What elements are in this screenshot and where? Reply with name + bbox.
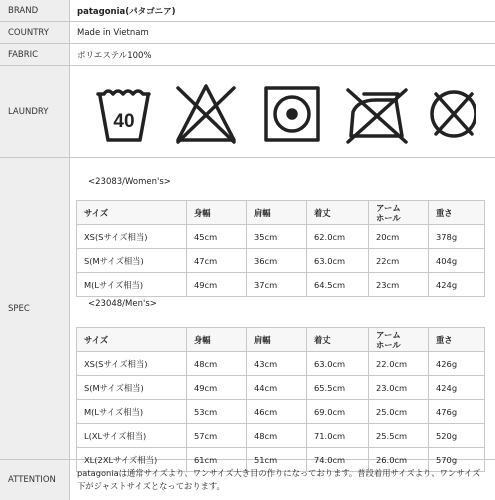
col-header: サイズ: [77, 201, 187, 225]
table-header-row: [77, 328, 485, 352]
table-cell: 53cm: [187, 400, 247, 424]
table-cell: 404g: [429, 249, 485, 273]
table-cell: 69.0cm: [307, 400, 369, 424]
table-cell: 71.0cm: [307, 424, 369, 448]
table-cell: 22cm: [369, 249, 429, 273]
no-iron-icon: [348, 90, 406, 142]
country-value: Made in Vietnam: [77, 27, 149, 38]
attention-row: [0, 460, 495, 500]
table-cell: XL(2XLサイズ相当): [77, 448, 187, 472]
table-cell: S(Mサイズ相当): [77, 249, 187, 273]
table-cell: 424g: [429, 273, 485, 297]
col-header: 身幅: [187, 201, 247, 225]
table-cell: 22.0cm: [369, 352, 429, 376]
table-cell: 44cm: [247, 376, 307, 400]
table-cell: 426g: [429, 352, 485, 376]
table-cell: 48cm: [187, 352, 247, 376]
fabric-label: FABRIC: [0, 44, 70, 65]
table-cell: 45cm: [187, 225, 247, 249]
fabric-value: ポリエステル100%: [77, 50, 152, 61]
col-header: 肩幅: [247, 328, 307, 352]
wash-40-icon: [98, 91, 149, 140]
table-cell: 61cm: [187, 448, 247, 472]
brand-value: patagonia(パタゴニア): [77, 6, 176, 17]
table-cell: 65.5cm: [307, 376, 369, 400]
table-cell: L(XLサイズ相当): [77, 424, 187, 448]
table-cell: 378g: [429, 225, 485, 249]
table-cell: XS(Sサイズ相当): [77, 352, 187, 376]
country-label: COUNTRY: [0, 22, 70, 43]
table-cell: 520g: [429, 424, 485, 448]
table-cell: M(Lサイズ相当): [77, 400, 187, 424]
table-cell: 36cm: [247, 249, 307, 273]
table-cell: 37cm: [247, 273, 307, 297]
brand-row: [0, 0, 495, 22]
laundry-symbols: [96, 82, 476, 148]
col-header: アーム ホール: [369, 328, 429, 352]
table-row: [77, 352, 485, 376]
table-cell: 49cm: [187, 376, 247, 400]
men-table-title: <23048/Men's>: [88, 299, 157, 309]
col-header: 着丈: [307, 328, 369, 352]
col-header: 着丈: [307, 201, 369, 225]
table-header-row: [77, 201, 485, 225]
table-row: [77, 273, 485, 297]
spec-label: SPEC: [0, 158, 70, 459]
table-cell: S(Mサイズ相当): [77, 376, 187, 400]
table-cell: 25.0cm: [369, 400, 429, 424]
table-cell: 48cm: [247, 424, 307, 448]
men-spec-table: [76, 327, 485, 472]
table-cell: 63.0cm: [307, 249, 369, 273]
table-cell: 51cm: [247, 448, 307, 472]
table-row: [77, 376, 485, 400]
attention-text: patagoniaは通常サイズより、ワンサイズ大き目の作りになっております。普段着用サイズより、ワンサイズ下がジャストサイズとなっております。: [77, 468, 481, 491]
table-cell: 26.0cm: [369, 448, 429, 472]
fabric-row: [0, 44, 495, 66]
laundry-label: LAUNDRY: [0, 66, 70, 157]
table-cell: 20cm: [369, 225, 429, 249]
table-row: [77, 400, 485, 424]
table-cell: 74.0cm: [307, 448, 369, 472]
table-row: [77, 424, 485, 448]
col-header: サイズ: [77, 328, 187, 352]
table-row: [77, 225, 485, 249]
table-cell: 424g: [429, 376, 485, 400]
table-cell: 57cm: [187, 424, 247, 448]
table-cell: 570g: [429, 448, 485, 472]
no-bleach-icon: [178, 86, 234, 142]
table-row: [77, 249, 485, 273]
table-cell: XS(Sサイズ相当): [77, 225, 187, 249]
table-cell: 23cm: [369, 273, 429, 297]
col-header: 身幅: [187, 328, 247, 352]
table-cell: 46cm: [247, 400, 307, 424]
table-cell: 62.0cm: [307, 225, 369, 249]
country-row: [0, 22, 495, 44]
table-cell: 23.0cm: [369, 376, 429, 400]
no-dry-clean-icon: [432, 92, 476, 136]
women-spec-table: [76, 200, 485, 297]
col-header: 重さ: [429, 328, 485, 352]
brand-label: BRAND: [0, 0, 70, 21]
table-cell: M(Lサイズ相当): [77, 273, 187, 297]
col-header: 重さ: [429, 201, 485, 225]
col-header: 肩幅: [247, 201, 307, 225]
table-cell: 43cm: [247, 352, 307, 376]
table-cell: 63.0cm: [307, 352, 369, 376]
table-cell: 49cm: [187, 273, 247, 297]
table-cell: 476g: [429, 400, 485, 424]
col-header: アーム ホール: [369, 201, 429, 225]
table-cell: 47cm: [187, 249, 247, 273]
table-cell: 25.5cm: [369, 424, 429, 448]
table-cell: 35cm: [247, 225, 307, 249]
attention-label: ATTENTION: [0, 460, 70, 500]
table-cell: 64.5cm: [307, 273, 369, 297]
wash-temp-text: 40: [113, 111, 135, 132]
tumble-dry-icon: [266, 88, 318, 140]
women-table-title: <23083/Women's>: [88, 177, 171, 187]
